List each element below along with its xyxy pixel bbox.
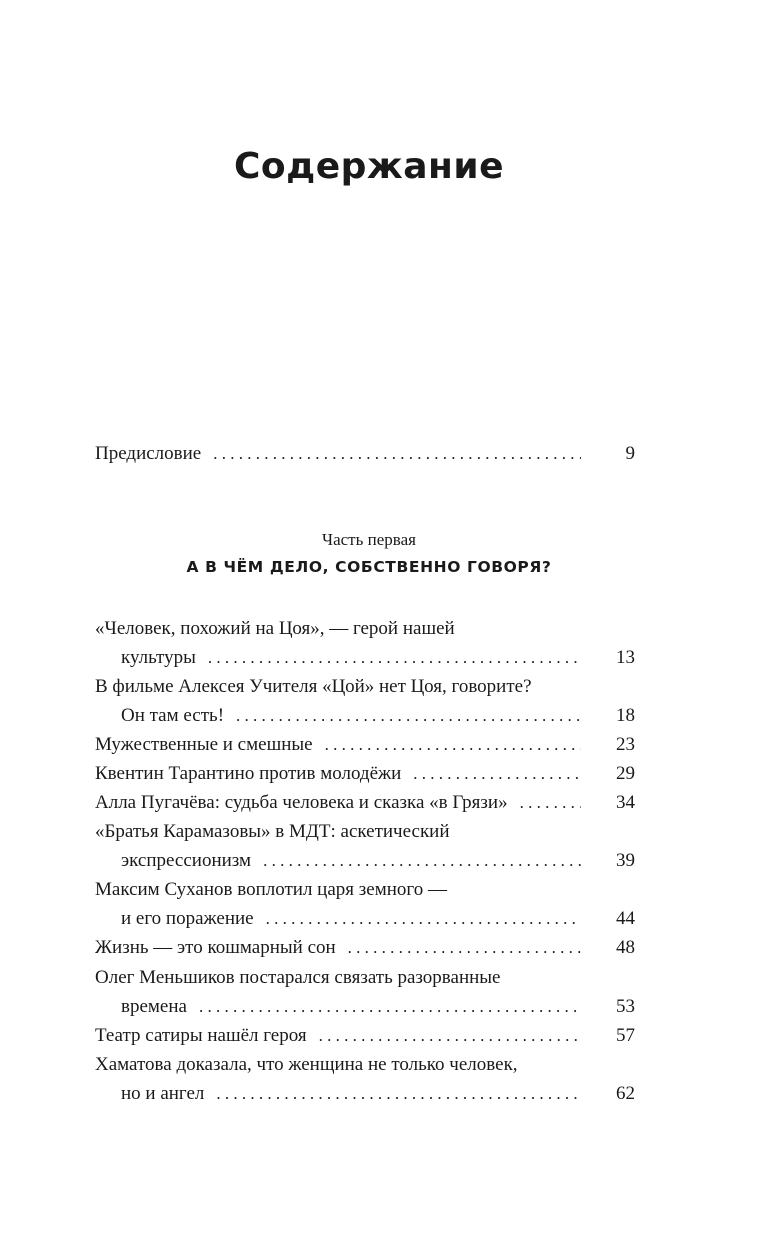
toc-entry-line[interactable] bbox=[95, 850, 635, 872]
toc-entry-line[interactable] bbox=[95, 647, 635, 669]
toc-entry-title: Алла Пугачёва: судьба человека и сказка «в Грязи» bbox=[95, 792, 508, 813]
toc-entry-title: Хаматова доказала, что женщина не только человек, bbox=[95, 1054, 518, 1075]
page-title: Содержание bbox=[233, 146, 505, 187]
dot-leader bbox=[263, 850, 581, 872]
toc-page-number: 13 bbox=[616, 647, 635, 668]
toc-entry-title: Он там есть! bbox=[121, 705, 225, 726]
toc-page-number: 57 bbox=[616, 1025, 635, 1046]
toc-entry-line[interactable] bbox=[95, 792, 635, 814]
toc-entry-line[interactable] bbox=[95, 618, 635, 640]
toc-entry-title: времена bbox=[121, 996, 187, 1017]
dot-leader bbox=[199, 996, 581, 1018]
toc-entry-title: Максим Суханов воплотил царя земного — bbox=[95, 879, 447, 900]
part-title: А В ЧЁМ ДЕЛО, СОБСТВЕННО ГОВОРЯ? bbox=[186, 558, 552, 576]
dot-leader bbox=[266, 908, 581, 930]
toc-entry-title: и его поражение bbox=[121, 908, 254, 929]
dot-leader bbox=[348, 937, 581, 959]
dot-leader bbox=[213, 443, 581, 465]
toc-entry-title: культуры bbox=[121, 647, 196, 668]
toc-entry-title: Театр сатиры нашёл героя bbox=[95, 1025, 307, 1046]
part-label: Часть первая bbox=[322, 530, 416, 549]
toc-entry-title: Мужественные и смешные bbox=[95, 734, 313, 755]
toc-page-number: 18 bbox=[616, 705, 635, 726]
toc-page-number: 29 bbox=[616, 763, 635, 784]
toc-entry-title: но и ангел bbox=[121, 1083, 205, 1104]
toc-entry-line[interactable] bbox=[95, 821, 635, 843]
toc-entry-line[interactable] bbox=[95, 705, 635, 727]
toc-page-number: 48 bbox=[616, 937, 635, 958]
toc-entry-title: Предисловие bbox=[95, 443, 202, 464]
toc-page-number: 62 bbox=[616, 1083, 635, 1104]
dot-leader bbox=[208, 647, 581, 669]
toc-entry-line[interactable] bbox=[95, 1025, 635, 1047]
toc-entry-title: В фильме Алексея Учителя «Цой» нет Цоя, говорите? bbox=[95, 676, 532, 697]
toc-entry-line[interactable] bbox=[95, 1054, 635, 1076]
toc-page-number: 34 bbox=[616, 792, 635, 813]
toc-page-number: 53 bbox=[616, 996, 635, 1017]
dot-leader bbox=[216, 1083, 581, 1105]
dot-leader bbox=[325, 734, 581, 756]
toc-page-number: 9 bbox=[625, 443, 635, 464]
toc-entry-title: Олег Меньшиков постарался связать разорванные bbox=[95, 967, 501, 988]
toc-entry-line[interactable] bbox=[95, 1083, 635, 1105]
toc-entry-title: экспрессионизм bbox=[121, 850, 252, 871]
toc-entry-line[interactable] bbox=[95, 763, 635, 785]
toc-entry-line[interactable] bbox=[95, 879, 635, 901]
toc-entry-preface[interactable] bbox=[95, 443, 635, 465]
toc-entry-line[interactable] bbox=[95, 734, 635, 756]
toc-entry-title: «Братья Карамазовы» в МДТ: аскетический bbox=[95, 821, 450, 842]
dot-leader bbox=[520, 792, 581, 814]
toc-page-number: 44 bbox=[616, 908, 635, 929]
toc-entry-line[interactable] bbox=[95, 937, 635, 959]
dot-leader bbox=[413, 763, 581, 785]
dot-leader bbox=[319, 1025, 581, 1047]
toc-entry-line[interactable] bbox=[95, 908, 635, 930]
toc-entry-title: «Человек, похожий на Цоя», — герой нашей bbox=[95, 618, 455, 639]
toc-entry-line[interactable] bbox=[95, 996, 635, 1018]
toc-entry-line[interactable] bbox=[95, 676, 635, 698]
toc-entry-title: Жизнь — это кошмарный сон bbox=[95, 937, 336, 958]
toc-page-number: 23 bbox=[616, 734, 635, 755]
toc-entry-line[interactable] bbox=[95, 967, 635, 989]
dot-leader bbox=[236, 705, 581, 727]
toc-entry-title: Квентин Тарантино против молодёжи bbox=[95, 763, 402, 784]
toc-page-number: 39 bbox=[616, 850, 635, 871]
